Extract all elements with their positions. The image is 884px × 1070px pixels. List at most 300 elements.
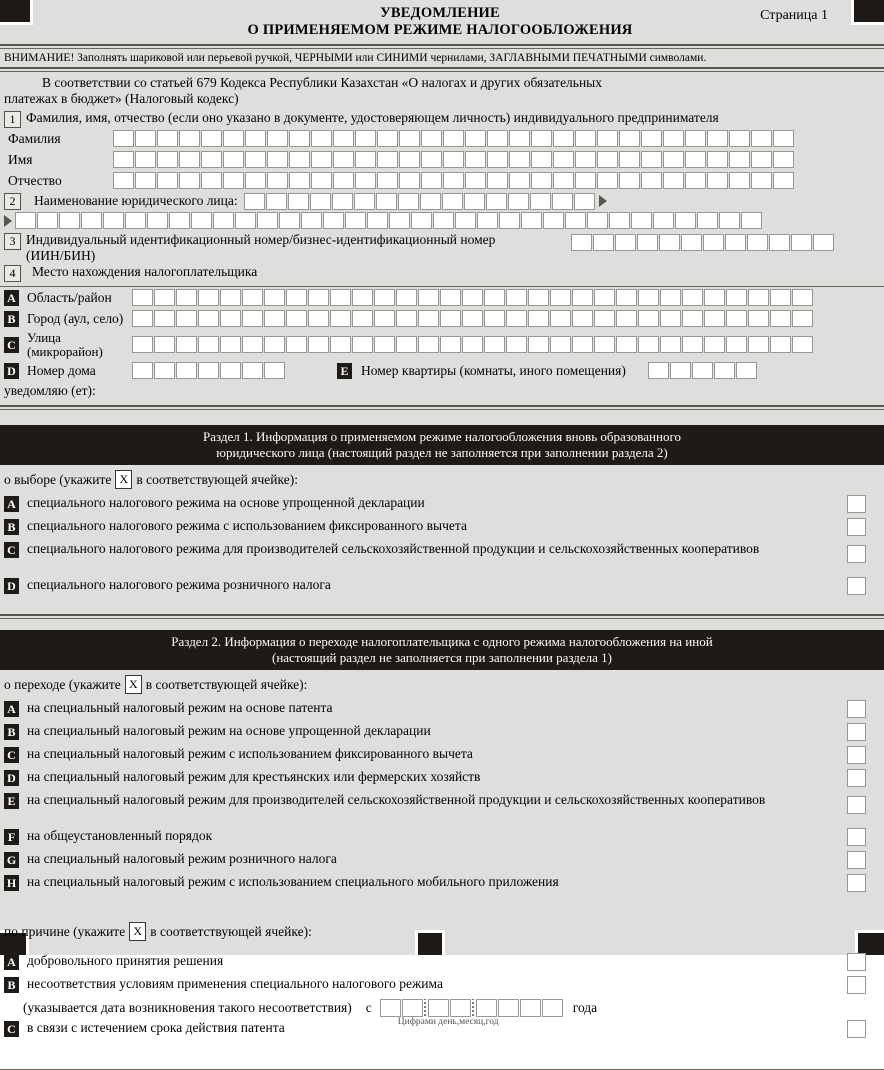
comb-cell[interactable] <box>685 130 706 147</box>
comb-cell[interactable] <box>530 193 551 210</box>
comb-cell[interactable] <box>132 362 153 379</box>
comb-cell[interactable] <box>697 212 718 229</box>
comb-cell[interactable] <box>552 193 573 210</box>
legal-entity-name-cells-row2[interactable] <box>15 212 762 229</box>
comb-cell[interactable] <box>103 212 124 229</box>
comb-cell[interactable] <box>223 151 244 168</box>
comb-cell[interactable] <box>531 172 552 189</box>
comb-cell[interactable] <box>15 212 36 229</box>
comb-cell[interactable] <box>113 151 134 168</box>
comb-cell[interactable] <box>308 289 329 306</box>
comb-cell[interactable] <box>660 289 681 306</box>
comb-cell[interactable] <box>242 310 263 327</box>
comb-cell[interactable] <box>487 151 508 168</box>
section-1-option-a[interactable] <box>0 493 884 516</box>
comb-cell[interactable] <box>509 130 530 147</box>
comb-cell[interactable] <box>594 289 615 306</box>
comb-cell[interactable] <box>572 310 593 327</box>
comb-cell[interactable] <box>220 310 241 327</box>
comb-cell[interactable] <box>637 234 658 251</box>
comb-cell[interactable] <box>682 336 703 353</box>
comb-cell[interactable] <box>198 336 219 353</box>
reason-option-c[interactable] <box>0 1018 884 1041</box>
section-2-option-e-checkbox[interactable] <box>847 796 866 814</box>
comb-cell[interactable] <box>332 193 353 210</box>
comb-cell[interactable] <box>264 310 285 327</box>
comb-cell[interactable] <box>374 310 395 327</box>
comb-cell[interactable] <box>396 336 417 353</box>
comb-cell[interactable] <box>531 130 552 147</box>
address-house-cells[interactable] <box>132 362 285 379</box>
comb-cell[interactable] <box>443 151 464 168</box>
comb-cell[interactable] <box>330 310 351 327</box>
comb-cell[interactable] <box>323 212 344 229</box>
comb-cell[interactable] <box>132 289 153 306</box>
comb-cell[interactable] <box>615 234 636 251</box>
comb-cell[interactable] <box>355 130 376 147</box>
comb-cell[interactable] <box>792 336 813 353</box>
comb-cell[interactable] <box>726 289 747 306</box>
comb-cell[interactable] <box>411 212 432 229</box>
comb-cell[interactable] <box>553 172 574 189</box>
reason-option-a-checkbox[interactable] <box>847 953 866 971</box>
section-2-option-b[interactable] <box>0 721 884 744</box>
comb-cell[interactable] <box>59 212 80 229</box>
comb-cell[interactable] <box>597 130 618 147</box>
comb-cell[interactable] <box>455 212 476 229</box>
section-2-option-b-checkbox[interactable] <box>847 723 866 741</box>
comb-cell[interactable] <box>484 336 505 353</box>
comb-cell[interactable] <box>487 172 508 189</box>
comb-cell[interactable] <box>135 151 156 168</box>
section-1-option-b-checkbox[interactable] <box>847 518 866 536</box>
comb-cell[interactable] <box>220 289 241 306</box>
comb-cell[interactable] <box>663 130 684 147</box>
comb-cell[interactable] <box>179 172 200 189</box>
comb-cell[interactable] <box>267 172 288 189</box>
comb-cell[interactable] <box>748 336 769 353</box>
section-2-option-c[interactable] <box>0 744 884 767</box>
date-cell[interactable] <box>476 999 497 1017</box>
comb-cell[interactable] <box>443 130 464 147</box>
comb-cell[interactable] <box>641 151 662 168</box>
comb-cell[interactable] <box>499 212 520 229</box>
comb-cell[interactable] <box>220 362 241 379</box>
date-cell[interactable] <box>450 999 471 1017</box>
comb-cell[interactable] <box>267 151 288 168</box>
reason-option-a[interactable] <box>0 951 884 974</box>
comb-cell[interactable] <box>418 289 439 306</box>
comb-cell[interactable] <box>179 151 200 168</box>
comb-cell[interactable] <box>594 310 615 327</box>
comb-cell[interactable] <box>663 172 684 189</box>
comb-cell[interactable] <box>421 151 442 168</box>
comb-cell[interactable] <box>198 289 219 306</box>
comb-cell[interactable] <box>751 172 772 189</box>
comb-cell[interactable] <box>619 130 640 147</box>
comb-cell[interactable] <box>354 193 375 210</box>
comb-cell[interactable] <box>157 130 178 147</box>
comb-cell[interactable] <box>726 310 747 327</box>
comb-cell[interactable] <box>264 289 285 306</box>
comb-cell[interactable] <box>574 193 595 210</box>
comb-cell[interactable] <box>543 212 564 229</box>
section-2-option-e[interactable] <box>0 790 884 826</box>
section-2-option-f[interactable] <box>0 826 884 849</box>
comb-cell[interactable] <box>773 172 794 189</box>
comb-cell[interactable] <box>333 151 354 168</box>
comb-cell[interactable] <box>770 310 791 327</box>
comb-cell[interactable] <box>659 234 680 251</box>
comb-cell[interactable] <box>682 310 703 327</box>
comb-cell[interactable] <box>442 193 463 210</box>
comb-cell[interactable] <box>286 336 307 353</box>
comb-cell[interactable] <box>333 130 354 147</box>
comb-cell[interactable] <box>726 336 747 353</box>
comb-cell[interactable] <box>132 310 153 327</box>
section-2-option-c-checkbox[interactable] <box>847 746 866 764</box>
comb-cell[interactable] <box>550 336 571 353</box>
comb-cell[interactable] <box>311 151 332 168</box>
comb-cell[interactable] <box>528 289 549 306</box>
comb-cell[interactable] <box>289 130 310 147</box>
comb-cell[interactable] <box>433 212 454 229</box>
comb-cell[interactable] <box>565 212 586 229</box>
comb-cell[interactable] <box>550 310 571 327</box>
section-2-option-d[interactable] <box>0 767 884 790</box>
comb-cell[interactable] <box>477 212 498 229</box>
comb-cell[interactable] <box>597 172 618 189</box>
comb-cell[interactable] <box>264 362 285 379</box>
comb-cell[interactable] <box>484 310 505 327</box>
comb-cell[interactable] <box>418 336 439 353</box>
comb-cell[interactable] <box>289 151 310 168</box>
comb-cell[interactable] <box>352 310 373 327</box>
comb-cell[interactable] <box>242 362 263 379</box>
comb-cell[interactable] <box>198 310 219 327</box>
comb-cell[interactable] <box>308 336 329 353</box>
comb-cell[interactable] <box>213 212 234 229</box>
comb-cell[interactable] <box>619 172 640 189</box>
section-2-option-a-checkbox[interactable] <box>847 700 866 718</box>
comb-cell[interactable] <box>157 172 178 189</box>
comb-cell[interactable] <box>135 130 156 147</box>
comb-cell[interactable] <box>245 151 266 168</box>
comb-cell[interactable] <box>773 130 794 147</box>
comb-cell[interactable] <box>223 130 244 147</box>
comb-cell[interactable] <box>465 130 486 147</box>
comb-cell[interactable] <box>398 193 419 210</box>
comb-cell[interactable] <box>113 172 134 189</box>
comb-cell[interactable] <box>729 130 750 147</box>
comb-cell[interactable] <box>594 336 615 353</box>
comb-cell[interactable] <box>245 172 266 189</box>
comb-cell[interactable] <box>660 336 681 353</box>
comb-cell[interactable] <box>154 336 175 353</box>
comb-cell[interactable] <box>653 212 674 229</box>
comb-cell[interactable] <box>663 151 684 168</box>
comb-cell[interactable] <box>267 130 288 147</box>
comb-cell[interactable] <box>704 336 725 353</box>
comb-cell[interactable] <box>638 289 659 306</box>
comb-cell[interactable] <box>286 310 307 327</box>
comb-cell[interactable] <box>531 151 552 168</box>
comb-cell[interactable] <box>813 234 834 251</box>
comb-cell[interactable] <box>377 172 398 189</box>
comb-cell[interactable] <box>465 172 486 189</box>
comb-cell[interactable] <box>747 234 768 251</box>
comb-cell[interactable] <box>462 310 483 327</box>
date-cell[interactable] <box>542 999 563 1017</box>
comb-cell[interactable] <box>641 130 662 147</box>
comb-cell[interactable] <box>704 289 725 306</box>
comb-cell[interactable] <box>440 336 461 353</box>
comb-cell[interactable] <box>179 130 200 147</box>
comb-cell[interactable] <box>484 289 505 306</box>
comb-cell[interactable] <box>741 212 762 229</box>
comb-cell[interactable] <box>660 310 681 327</box>
address-street-cells[interactable] <box>132 336 813 353</box>
comb-cell[interactable] <box>311 172 332 189</box>
comb-cell[interactable] <box>769 234 790 251</box>
comb-cell[interactable] <box>751 151 772 168</box>
comb-cell[interactable] <box>301 212 322 229</box>
comb-cell[interactable] <box>714 362 735 379</box>
reason-option-b-checkbox[interactable] <box>847 976 866 994</box>
comb-cell[interactable] <box>528 336 549 353</box>
comb-cell[interactable] <box>154 310 175 327</box>
comb-cell[interactable] <box>791 234 812 251</box>
comb-cell[interactable] <box>729 172 750 189</box>
comb-cell[interactable] <box>374 336 395 353</box>
comb-cell[interactable] <box>521 212 542 229</box>
comb-cell[interactable] <box>748 289 769 306</box>
comb-cell[interactable] <box>707 172 728 189</box>
reason-option-b[interactable] <box>0 974 884 997</box>
comb-cell[interactable] <box>553 130 574 147</box>
comb-cell[interactable] <box>310 193 331 210</box>
comb-cell[interactable] <box>587 212 608 229</box>
section-2-option-h-checkbox[interactable] <box>847 874 866 892</box>
comb-cell[interactable] <box>135 172 156 189</box>
comb-cell[interactable] <box>670 362 691 379</box>
comb-cell[interactable] <box>631 212 652 229</box>
comb-cell[interactable] <box>242 289 263 306</box>
comb-cell[interactable] <box>770 336 791 353</box>
comb-cell[interactable] <box>593 234 614 251</box>
comb-cell[interactable] <box>220 336 241 353</box>
comb-cell[interactable] <box>748 310 769 327</box>
section-1-option-c-checkbox[interactable] <box>847 545 866 563</box>
comb-cell[interactable] <box>330 336 351 353</box>
comb-cell[interactable] <box>176 310 197 327</box>
comb-cell[interactable] <box>352 289 373 306</box>
comb-cell[interactable] <box>367 212 388 229</box>
comb-cell[interactable] <box>509 151 530 168</box>
comb-cell[interactable] <box>421 172 442 189</box>
comb-cell[interactable] <box>125 212 146 229</box>
comb-cell[interactable] <box>257 212 278 229</box>
comb-cell[interactable] <box>396 310 417 327</box>
section-2-option-d-checkbox[interactable] <box>847 769 866 787</box>
comb-cell[interactable] <box>682 289 703 306</box>
comb-cell[interactable] <box>311 130 332 147</box>
comb-cell[interactable] <box>704 310 725 327</box>
section-2-option-g[interactable] <box>0 849 884 872</box>
section-2-option-h[interactable] <box>0 872 884 895</box>
section-1-option-c[interactable] <box>0 539 884 575</box>
comb-cell[interactable] <box>81 212 102 229</box>
comb-cell[interactable] <box>308 310 329 327</box>
comb-cell[interactable] <box>330 289 351 306</box>
comb-cell[interactable] <box>154 289 175 306</box>
comb-cell[interactable] <box>528 310 549 327</box>
comb-cell[interactable] <box>264 336 285 353</box>
comb-cell[interactable] <box>707 130 728 147</box>
comb-cell[interactable] <box>638 336 659 353</box>
comb-cell[interactable] <box>487 130 508 147</box>
comb-cell[interactable] <box>506 289 527 306</box>
comb-cell[interactable] <box>751 130 772 147</box>
comb-cell[interactable] <box>440 310 461 327</box>
comb-cell[interactable] <box>736 362 757 379</box>
comb-cell[interactable] <box>169 212 190 229</box>
comb-cell[interactable] <box>792 310 813 327</box>
comb-cell[interactable] <box>486 193 507 210</box>
comb-cell[interactable] <box>157 151 178 168</box>
legal-entity-name-cells-row1[interactable] <box>244 193 595 210</box>
comb-cell[interactable] <box>725 234 746 251</box>
noncompliance-date-cells[interactable] <box>380 999 563 1017</box>
comb-cell[interactable] <box>616 336 637 353</box>
comb-cell[interactable] <box>619 151 640 168</box>
date-cell[interactable] <box>428 999 449 1017</box>
comb-cell[interactable] <box>244 193 265 210</box>
date-cell[interactable] <box>498 999 519 1017</box>
iin-bin-cells[interactable] <box>571 234 834 251</box>
comb-cell[interactable] <box>355 151 376 168</box>
comb-cell[interactable] <box>223 172 244 189</box>
comb-cell[interactable] <box>374 289 395 306</box>
comb-cell[interactable] <box>399 130 420 147</box>
comb-cell[interactable] <box>770 289 791 306</box>
comb-cell[interactable] <box>389 212 410 229</box>
section-1-option-b[interactable] <box>0 516 884 539</box>
comb-cell[interactable] <box>508 193 529 210</box>
comb-cell[interactable] <box>286 289 307 306</box>
comb-cell[interactable] <box>729 151 750 168</box>
comb-cell[interactable] <box>37 212 58 229</box>
comb-cell[interactable] <box>421 130 442 147</box>
comb-cell[interactable] <box>509 172 530 189</box>
comb-cell[interactable] <box>176 289 197 306</box>
comb-cell[interactable] <box>553 151 574 168</box>
comb-cell[interactable] <box>176 362 197 379</box>
comb-cell[interactable] <box>719 212 740 229</box>
comb-cell[interactable] <box>201 151 222 168</box>
section-2-option-a[interactable] <box>0 698 884 721</box>
comb-cell[interactable] <box>464 193 485 210</box>
comb-cell[interactable] <box>572 289 593 306</box>
comb-cell[interactable] <box>176 336 197 353</box>
comb-cell[interactable] <box>235 212 256 229</box>
comb-cell[interactable] <box>575 172 596 189</box>
comb-cell[interactable] <box>279 212 300 229</box>
comb-cell[interactable] <box>245 130 266 147</box>
section-1-option-d[interactable] <box>0 575 884 598</box>
comb-cell[interactable] <box>506 310 527 327</box>
comb-cell[interactable] <box>345 212 366 229</box>
comb-cell[interactable] <box>707 151 728 168</box>
comb-cell[interactable] <box>648 362 669 379</box>
comb-cell[interactable] <box>399 172 420 189</box>
comb-cell[interactable] <box>266 193 287 210</box>
comb-cell[interactable] <box>376 193 397 210</box>
comb-cell[interactable] <box>198 362 219 379</box>
comb-cell[interactable] <box>571 234 592 251</box>
comb-cell[interactable] <box>616 310 637 327</box>
comb-cell[interactable] <box>443 172 464 189</box>
comb-cell[interactable] <box>191 212 212 229</box>
comb-cell[interactable] <box>420 193 441 210</box>
field-surname-cells[interactable] <box>113 130 794 147</box>
comb-cell[interactable] <box>333 172 354 189</box>
comb-cell[interactable] <box>132 336 153 353</box>
section-2-option-g-checkbox[interactable] <box>847 851 866 869</box>
comb-cell[interactable] <box>289 172 310 189</box>
comb-cell[interactable] <box>462 289 483 306</box>
comb-cell[interactable] <box>113 130 134 147</box>
comb-cell[interactable] <box>575 151 596 168</box>
date-cell[interactable] <box>402 999 423 1017</box>
comb-cell[interactable] <box>616 289 637 306</box>
section-1-option-d-checkbox[interactable] <box>847 577 866 595</box>
date-cell[interactable] <box>380 999 401 1017</box>
section-1-option-a-checkbox[interactable] <box>847 495 866 513</box>
comb-cell[interactable] <box>575 130 596 147</box>
comb-cell[interactable] <box>352 336 373 353</box>
comb-cell[interactable] <box>147 212 168 229</box>
date-cell[interactable] <box>520 999 541 1017</box>
comb-cell[interactable] <box>377 151 398 168</box>
address-city-cells[interactable] <box>132 310 813 327</box>
section-2-option-f-checkbox[interactable] <box>847 828 866 846</box>
comb-cell[interactable] <box>609 212 630 229</box>
field-patronymic-cells[interactable] <box>113 172 794 189</box>
comb-cell[interactable] <box>685 172 706 189</box>
field-firstname-cells[interactable] <box>113 151 794 168</box>
comb-cell[interactable] <box>201 130 222 147</box>
comb-cell[interactable] <box>773 151 794 168</box>
comb-cell[interactable] <box>396 289 417 306</box>
comb-cell[interactable] <box>550 289 571 306</box>
comb-cell[interactable] <box>597 151 618 168</box>
address-apartment-cells[interactable] <box>648 362 757 379</box>
comb-cell[interactable] <box>465 151 486 168</box>
comb-cell[interactable] <box>201 172 222 189</box>
comb-cell[interactable] <box>675 212 696 229</box>
reason-option-c-checkbox[interactable] <box>847 1020 866 1038</box>
comb-cell[interactable] <box>418 310 439 327</box>
comb-cell[interactable] <box>681 234 702 251</box>
comb-cell[interactable] <box>288 193 309 210</box>
comb-cell[interactable] <box>506 336 527 353</box>
comb-cell[interactable] <box>440 289 461 306</box>
address-region-cells[interactable] <box>132 289 813 306</box>
comb-cell[interactable] <box>792 289 813 306</box>
comb-cell[interactable] <box>641 172 662 189</box>
comb-cell[interactable] <box>685 151 706 168</box>
